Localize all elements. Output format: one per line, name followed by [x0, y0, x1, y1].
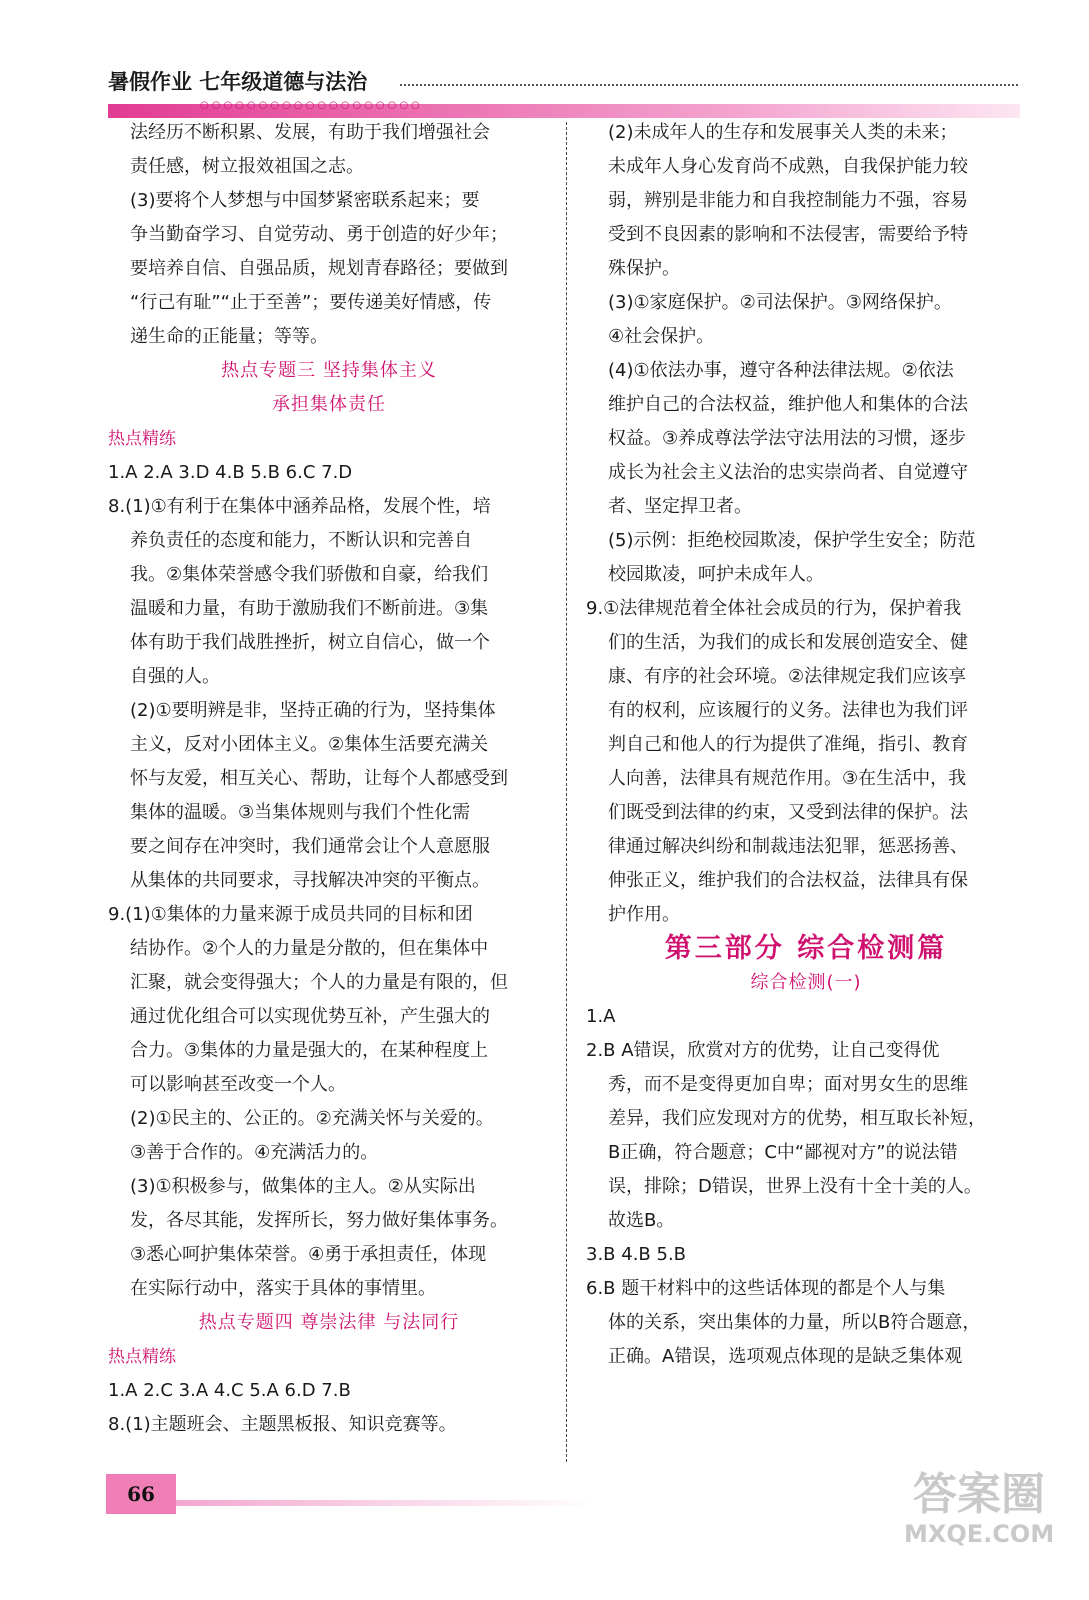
right-text-line: 综合检测(一) [750, 972, 862, 993]
left-text-line: 温暖和力量，有助于激励我们不断前进。③集 [130, 598, 489, 619]
left-text-line: 递生命的正能量；等等。 [130, 326, 328, 347]
left-text-line: 结协作。②个人的力量是分散的，但在集体中 [130, 938, 489, 959]
right-text-line: 律通过解决纠纷和制裁违法犯罪，惩恶扬善、 [608, 836, 968, 857]
right-text-line: 正确。A错误，选项观点体现的是缺乏集体观 [608, 1346, 963, 1367]
right-text-line: B正确，符合题意；C中“鄙视对方”的说法错 [608, 1142, 958, 1163]
left-text-line: 8.(1)主题班会、主题黑板报、知识竞赛等。 [108, 1414, 457, 1435]
right-text-line: 人向善，法律具有规范作用。③在生活中，我 [608, 768, 967, 789]
right-text-line: 有的权利，应该履行的义务。法律也为我们评 [608, 700, 968, 721]
left-text-line: “行己有耻”“止于至善”；要传递美好情感，传 [130, 292, 492, 313]
right-text-line: (3)①家庭保护。②司法保护。③网络保护。 [608, 292, 952, 313]
page-number: 66 [106, 1474, 176, 1514]
left-text-line: 在实际行动中，落实于具体的事情里。 [130, 1278, 436, 1299]
right-text-line: 受到不良因素的影响和不法侵害，需要给予特 [608, 224, 968, 245]
left-text-line: 养负责任的态度和能力，不断认识和完善自 [130, 530, 472, 551]
watermark [904, 1470, 1054, 1548]
right-text-line: 第三部分 综合检测篇 [664, 933, 948, 964]
right-text-line: 们既受到法律的约束，又受到法律的保护。法 [608, 802, 968, 823]
left-text-line: (3)①积极参与，做集体的主人。②从实际出 [130, 1176, 476, 1197]
right-text-line: 殊保护。 [608, 258, 680, 279]
left-text-line: ③善于合作的。④充满活力的。 [130, 1142, 379, 1163]
left-text-line: 8.(1)①有利于在集体中涵养品格，发展个性，培 [108, 496, 491, 517]
left-text-line: 发，各尽其能，发挥所长，努力做好集体事务。 [130, 1210, 508, 1231]
right-text-line: 误，排除；D错误，世界上没有十全十美的人。 [608, 1176, 982, 1197]
right-text-line: 者、坚定捍卫者。 [608, 496, 752, 517]
right-text-line: (5)示例：拒绝校园欺凌，保护学生安全；防范 [608, 530, 976, 551]
watermark-url: MXQE.COM [904, 1520, 1055, 1548]
right-text-line: 成长为社会主义法治的忠实崇尚者、自觉遵守 [608, 462, 968, 483]
right-text-line: (2)未成年人的生存和发展事关人类的未来； [608, 122, 958, 143]
right-text-line: 9.①法律规范着全体社会成员的行为，保护着我 [586, 598, 962, 619]
left-text-line: 自强的人。 [130, 666, 220, 687]
right-text-line: (4)①依法办事，遵守各种法律法规。②依法 [608, 360, 954, 381]
column-divider [566, 122, 567, 1462]
left-text-line: 合力。③集体的力量是强大的，在某种程度上 [130, 1040, 489, 1061]
left-text-line: 主义，反对小团体主义。②集体生活要充满关 [130, 734, 489, 755]
left-text-line: 要培养自信、自强品质，规划青春路径；要做到 [130, 258, 508, 279]
left-text-line: 我。②集体荣誉感令我们骄傲和自豪，给我们 [130, 564, 489, 585]
right-text-line: 6.B 题干材料中的这些话体现的都是个人与集 [586, 1278, 946, 1299]
right-text-line: 权益。③养成尊法学法守法用法的习惯，逐步 [608, 428, 967, 449]
left-text-line: 1.A 2.C 3.A 4.C 5.A 6.D 7.B [108, 1380, 351, 1401]
left-text-line: 责任感，树立报效祖国之志。 [130, 156, 364, 177]
right-text-line: 校园欺凌，呵护未成年人。 [608, 564, 824, 585]
right-text-line: 2.B A错误，欣赏对方的优势，让自己变得优 [586, 1040, 940, 1061]
right-text-line: 伸张正义，维护我们的合法权益，法律具有保 [608, 870, 968, 891]
left-text-line: 9.(1)①集体的力量来源于成员共同的目标和团 [108, 904, 473, 925]
left-text-line: 争当勤奋学习、自觉劳动、勇于创造的好少年； [130, 224, 508, 245]
header-title: 暑假作业 七年级道德与法治 [108, 70, 368, 94]
left-text-line: 热点专题四 尊崇法律 与法同行 [198, 1312, 460, 1333]
left-text-line: 体有助于我们战胜挫折，树立自信心，做一个 [130, 632, 490, 653]
left-text-line: 1.A 2.A 3.D 4.B 5.B 6.C 7.D [108, 462, 353, 483]
right-text-line: 未成年人身心发育尚不成熟，自我保护能力较 [608, 156, 968, 177]
left-text-line: 从集体的共同要求，寻找解决冲突的平衡点。 [130, 870, 490, 891]
left-text-line: (2)①民主的、公正的。②充满关怀与关爱的。 [130, 1108, 494, 1129]
left-text-line: 热点精练 [108, 1347, 176, 1367]
left-text-line: 热点精练 [108, 429, 176, 449]
left-text-line: ③悉心呵护集体荣誉。④勇于承担责任，体现 [130, 1244, 487, 1265]
left-text-line: 热点专题三 坚持集体主义 [221, 360, 437, 381]
left-text-line: 怀与友爱，相互关心、帮助，让每个人都感受到 [130, 768, 508, 789]
left-text-line: 集体的温暖。③当集体规则与我们个性化需 [130, 802, 471, 823]
right-text-line: 维护自己的合法权益，维护他人和集体的合法 [608, 394, 968, 415]
left-text-line: (3)要将个人梦想与中国梦紧密联系起来；要 [130, 190, 480, 211]
left-text-line: 汇聚，就会变得强大；个人的力量是有限的，但 [130, 972, 508, 993]
right-text-line: 们的生活，为我们的成长和发展创造安全、健 [608, 632, 968, 653]
watermark-logo: 答案圈 [913, 1469, 1045, 1520]
right-text-line: 故选B。 [608, 1210, 675, 1231]
left-text-line: 要之间存在冲突时，我们通常会让个人意愿服 [130, 836, 490, 857]
right-text-line: 康、有序的社会环境。②法律规定我们应该享 [608, 666, 967, 687]
left-text-line: 承担集体责任 [272, 394, 386, 415]
right-text-line: 差异，我们应发现对方的优势，相互取长补短， [608, 1108, 986, 1129]
right-text-line: 弱，辨别是非能力和自我控制能力不强，容易 [608, 190, 968, 211]
right-text-line: 体的关系，突出集体的力量，所以B符合题意， [608, 1312, 981, 1333]
left-text-line: 通过优化组合可以实现优势互补，产生强大的 [130, 1006, 490, 1027]
right-text-line: 秀，而不是变得更加自卑；面对男女生的思维 [608, 1074, 968, 1095]
left-text-line: 可以影响甚至改变一个人。 [130, 1074, 346, 1095]
right-text-line: 1.A [586, 1006, 616, 1027]
left-column [108, 116, 550, 1442]
left-text-line: (2)①要明辨是非，坚持正确的行为，坚持集体 [130, 700, 496, 721]
right-text-line: 护作用。 [608, 904, 680, 925]
right-column [586, 116, 1026, 1374]
right-text-line: ④社会保护。 [608, 326, 715, 347]
left-text-line: 法经历不断积累、发展，有助于我们增强社会 [130, 122, 490, 143]
right-text-line: 判自己和他人的行为提供了准绳，指引、教育 [608, 734, 968, 755]
footer-band [176, 1500, 596, 1506]
header-dotted-rule [400, 84, 1018, 86]
header-beads: ○○○○○○○○○○○○○○○○○○○ [200, 100, 423, 111]
right-text-line: 3.B 4.B 5.B [586, 1244, 687, 1265]
